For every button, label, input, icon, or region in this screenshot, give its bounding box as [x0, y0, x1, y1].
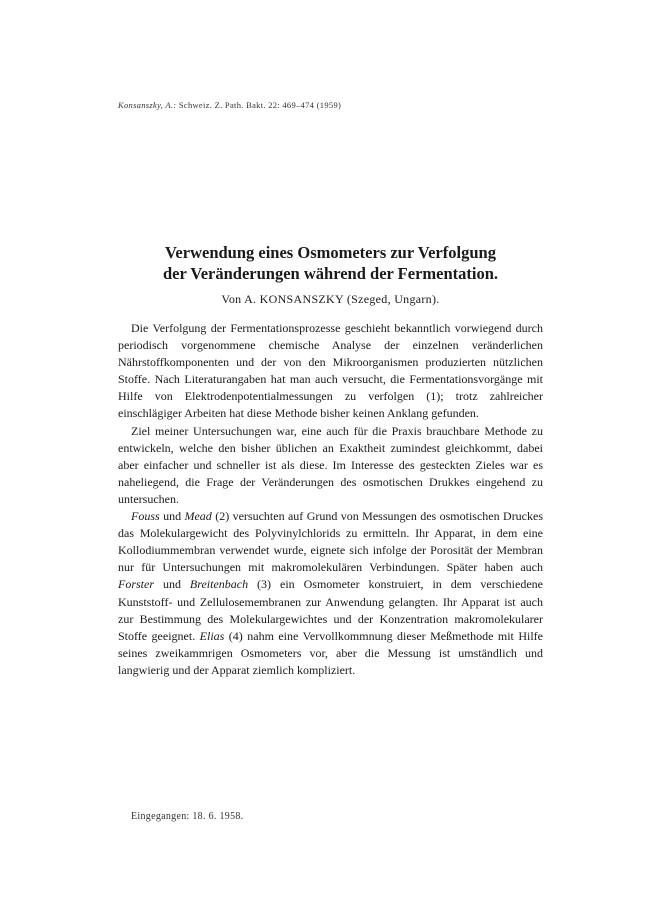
cited-author: Breitenbach [189, 577, 249, 592]
cited-author: Mead [184, 509, 212, 524]
citation-source: Schweiz. Z. Path. Bakt. 22: 469–474 (1959) [176, 100, 342, 110]
paragraph-text: und [159, 509, 185, 524]
paragraph-text: (4) nahm eine Vervollkommnung dieser Meßmethode mit Hilfe seines zweikammrigen Osmometers vor, aber die Messung ist umständlich und langwierig und der Apparat ziemlich kompliziert. [118, 628, 543, 677]
journal-citation [118, 100, 341, 110]
citation-author: Konsanszky, A.: [118, 100, 177, 110]
title-line-1: Verwendung eines Osmometers zur Verfolgung [165, 243, 496, 262]
received-date: Eingegangen: 18. 6. 1958. [131, 811, 244, 822]
paragraph-text: (2) versuchten auf Grund von Messungen des osmotischen Druckes das Molekulargewicht des Polyvinylchlorids zu ermitteln. Ihr Apparat, in dem eine Kollodiummembran verwendet wurde, eignete sich infolge der Porosität der Membran nur für Untersuchungen mit makromolekulären Verbindungen. Später haben auch [118, 509, 544, 575]
cited-author: Elias [199, 628, 225, 643]
paragraph-3 [118, 508, 543, 679]
article-title [118, 242, 543, 284]
cited-author: Forster [118, 577, 154, 592]
paragraph-text: (3) ein Osmometer konstruiert, in dem verschiedene Kunststoff- und Zellulosemembranen zur Anwendung gelangten. Ihr Apparat ist auch zur Bestimmung des Molekulargewichtes und der Konzentration makromolekularer Stoffe geeignet. [118, 577, 543, 643]
author-line: Von A. KONSANSZKY (Szeged, Ungarn). [221, 292, 440, 306]
title-line-2: der Veränderungen während der Fermentation. [162, 264, 499, 283]
paragraph-text: und [154, 577, 190, 592]
paragraph-1: Die Verfolgung der Fermentationsprozesse geschieht bekanntlich vorwiegend durch periodisch vorgenommene chemische Analyse der einzelnen veränderlichen Nährstoffkomponenten und der von den Mikroorganismen produzierten nützlichen Stoffe. Nach Literaturangaben hat man auch versucht, die Fermentationsvorgänge mit Hilfe von Elektrodenpotentialmessungen zu verfolgen (1); trotz zahlreicher einschlägiger Arbeiten hat diese Methode bisher keinen Anklang gefunden. [118, 321, 543, 421]
article-body [118, 320, 543, 679]
cited-author: Fouss [131, 509, 160, 524]
paragraph-2: Ziel meiner Untersuchungen war, eine auch für die Praxis brauchbare Methode zu entwickeln, welche den bisher üblichen an Exaktheit zumindest gleichkommt, dabei aber einfacher und schneller ist als diese. Im Interesse des gesteckten Zieles war es naheliegend, die Frage der Veränderungen des osmotischen Drukkes eingehend zu untersuchen. [118, 423, 543, 506]
